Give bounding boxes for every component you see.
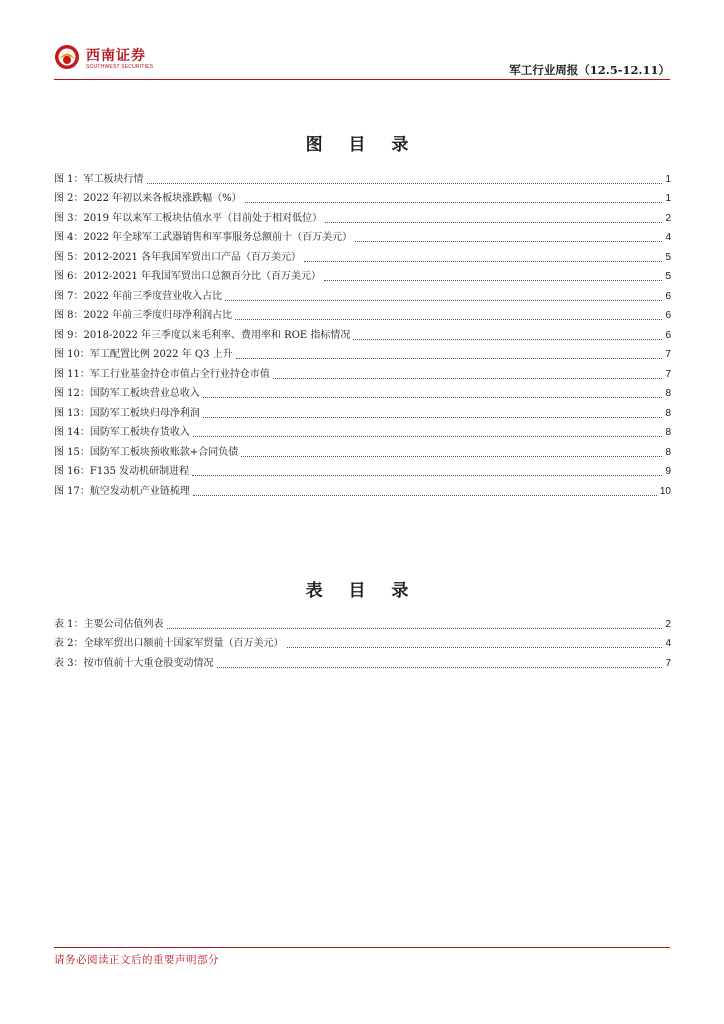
toc-entry-page[interactable]: 5: [665, 271, 671, 282]
toc-entry-label[interactable]: 图 7：2022 年前三季度营业收入占比: [54, 290, 223, 302]
footer-divider: [54, 947, 670, 948]
toc-entry-page[interactable]: 7: [665, 349, 671, 360]
toc-leader-dots: [273, 377, 663, 379]
toc-entry-label[interactable]: 图 5：2012-2021 各年我国军贸出口产品（百万美元）: [54, 251, 301, 263]
toc-leader-dots: [353, 338, 662, 340]
toc-leader-dots: [193, 435, 663, 437]
toc-entry[interactable]: [54, 244, 671, 264]
toc-entry-label[interactable]: 图 16：F135 发动机研制进程: [54, 466, 190, 477]
toc-entry-page[interactable]: 8: [665, 407, 671, 419]
toc-entry-label[interactable]: 图 10：军工配置比例 2022 年 Q3 上升: [54, 349, 233, 360]
toc-leader-dots: [355, 240, 662, 242]
report-title: 军工行业周报（12.5-12.11）: [509, 63, 670, 77]
toc-entry[interactable]: [54, 361, 671, 381]
toc-leader-dots: [203, 396, 663, 398]
toc-entry-page[interactable]: 4: [665, 232, 671, 243]
toc-entry-label[interactable]: 图 17：航空发动机产业链梳理: [54, 485, 190, 497]
toc-leader-dots: [147, 182, 663, 184]
toc-entry-label[interactable]: 图 4：2022 年全球军工武器销售和军事服务总额前十（百万美元）: [54, 232, 353, 243]
toc-entry-label[interactable]: 图 12：国防军工板块营业总收入: [54, 388, 200, 399]
toc-entry-label[interactable]: 表 3：按市值前十大重仓股变动情况: [54, 657, 214, 669]
toc-entry-label[interactable]: 图 14：国防军工板块存货收入: [54, 427, 190, 438]
toc-leader-dots: [203, 416, 663, 418]
toc-entry-page[interactable]: 10: [659, 485, 671, 497]
toc-entry[interactable]: [54, 650, 671, 670]
toc-leader-dots: [325, 221, 662, 223]
toc-entry-page[interactable]: 7: [665, 657, 671, 669]
toc-entry-label[interactable]: 表 2：全球军贸出口额前十国家军贸量（百万美元）: [54, 638, 284, 649]
toc-entry-label[interactable]: 图 1：军工板块行情: [54, 173, 144, 185]
toc-entry[interactable]: [54, 166, 671, 186]
toc-entry-label[interactable]: 图 13：国防军工板块归母净利润: [54, 407, 200, 419]
toc-leader-dots: [304, 260, 662, 262]
toc-entry-page[interactable]: 2: [665, 618, 671, 630]
toc-entry-page[interactable]: 8: [665, 446, 671, 458]
toc-leader-dots: [287, 646, 663, 648]
toc-entry-page[interactable]: 5: [665, 251, 671, 263]
toc-entry-label[interactable]: 图 8：2022 年前三季度归母净利润占比: [54, 310, 233, 321]
toc-leader-dots: [241, 455, 662, 457]
toc-entry-label[interactable]: 图 15：国防军工板块预收账款+合同负债: [54, 446, 239, 458]
logo-name-cn: 西南证券: [86, 48, 146, 64]
toc-entry-label[interactable]: 表 1：主要公司估值列表: [54, 618, 164, 630]
tables-toc-list: [54, 611, 671, 670]
logo-name-en: SOUTHWEST SECURITIES: [86, 64, 154, 70]
toc-leader-dots: [324, 279, 662, 281]
figures-toc-title: 图 目 录: [305, 135, 419, 155]
page-header: [0, 0, 724, 84]
toc-entry[interactable]: [54, 439, 671, 459]
toc-leader-dots: [192, 474, 662, 476]
toc-entry[interactable]: [54, 205, 671, 225]
toc-entry[interactable]: [54, 342, 671, 362]
toc-entry[interactable]: [54, 225, 671, 245]
toc-entry[interactable]: [54, 611, 671, 631]
toc-entry-page[interactable]: 8: [665, 388, 671, 399]
toc-entry-label[interactable]: 图 3：2019 年以来军工板块估值水平（目前处于相对低位）: [54, 212, 323, 224]
toc-leader-dots: [193, 494, 657, 496]
toc-entry-page[interactable]: 9: [665, 466, 671, 477]
toc-entry[interactable]: [54, 420, 671, 440]
toc-entry-page[interactable]: 1: [665, 193, 671, 204]
footer-disclaimer: 请务必阅读正文后的重要声明部分: [54, 954, 219, 966]
logo-emblem-icon: [54, 44, 80, 70]
toc-entry[interactable]: [54, 322, 671, 342]
header-divider: [54, 79, 670, 80]
toc-entry-page[interactable]: 6: [665, 310, 671, 321]
tables-toc-title: 表 目 录: [305, 581, 419, 601]
toc-entry-page[interactable]: 6: [665, 329, 671, 341]
toc-entry-label[interactable]: 图 6：2012-2021 年我国军贸出口总额百分比（百万美元）: [54, 271, 321, 282]
toc-entry[interactable]: [54, 459, 671, 479]
toc-entry-page[interactable]: 6: [665, 290, 671, 302]
toc-leader-dots: [235, 318, 662, 320]
toc-entry[interactable]: [54, 631, 671, 651]
toc-entry-page[interactable]: 7: [665, 368, 671, 380]
toc-entry-page[interactable]: 1: [665, 173, 671, 185]
toc-entry-page[interactable]: 2: [665, 212, 671, 224]
toc-entry-label[interactable]: 图 11：军工行业基金持仓市值占全行业持仓市值: [54, 368, 270, 380]
toc-entry[interactable]: [54, 186, 671, 206]
toc-entry[interactable]: [54, 478, 671, 498]
toc-leader-dots: [236, 357, 663, 359]
toc-entry-page[interactable]: 4: [665, 638, 671, 649]
company-logo: [54, 44, 154, 74]
toc-entry[interactable]: [54, 400, 671, 420]
toc-entry[interactable]: [54, 283, 671, 303]
toc-entry-label[interactable]: 图 2：2022 年初以来各板块涨跌幅（%）: [54, 193, 242, 204]
toc-entry[interactable]: [54, 303, 671, 323]
toc-entry-page[interactable]: 8: [665, 427, 671, 438]
toc-entry[interactable]: [54, 381, 671, 401]
toc-entry[interactable]: [54, 264, 671, 284]
toc-leader-dots: [225, 299, 662, 301]
toc-entry-label[interactable]: 图 9：2018-2022 年三季度以来毛利率、费用率和 ROE 指标情况: [54, 329, 351, 341]
figures-toc-list: [54, 166, 671, 498]
toc-leader-dots: [167, 627, 663, 629]
toc-leader-dots: [245, 201, 663, 203]
toc-leader-dots: [217, 666, 663, 668]
